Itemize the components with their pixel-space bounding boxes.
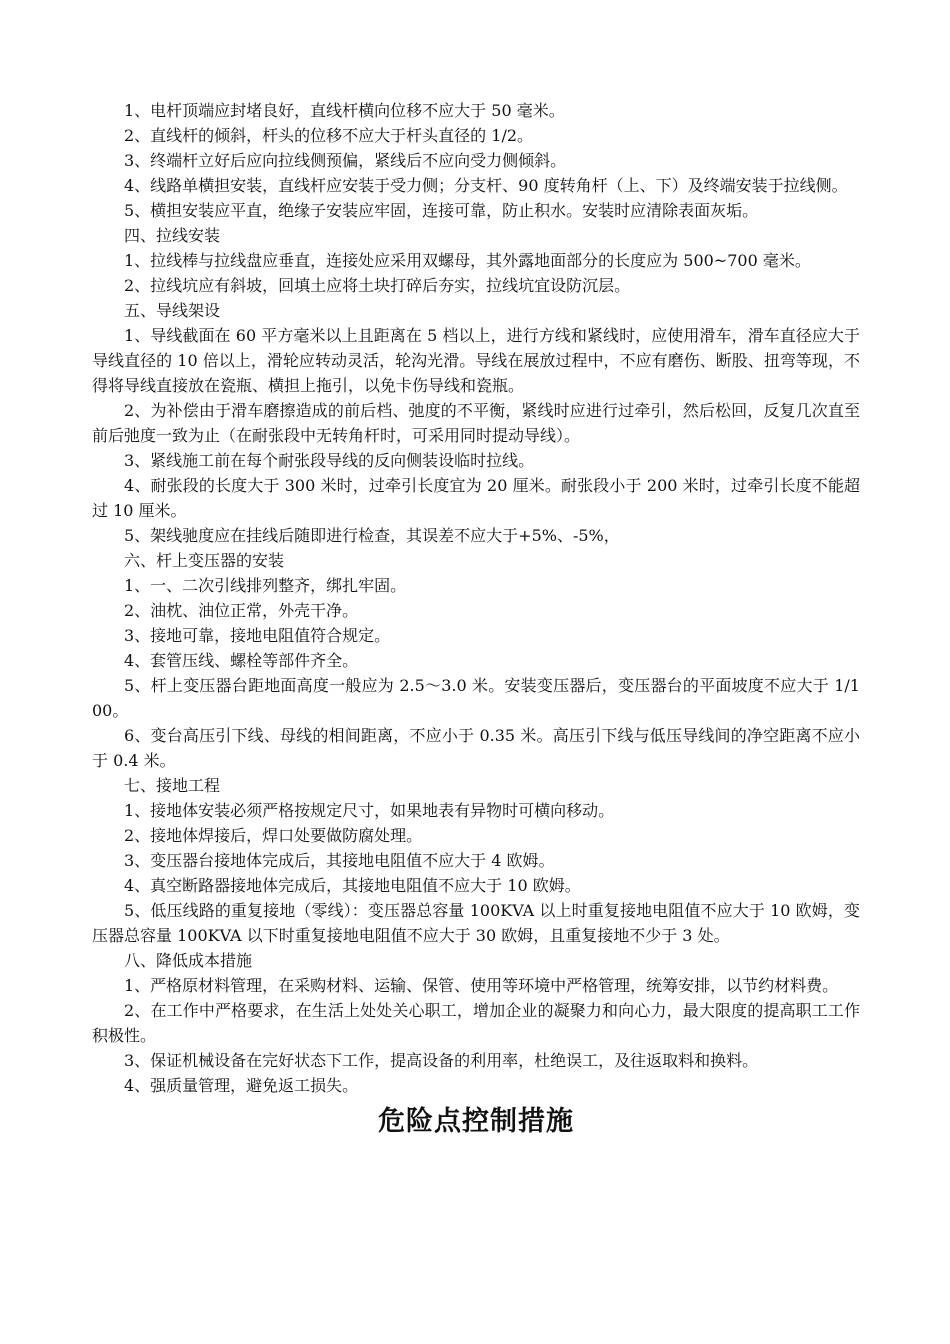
list-item: 2、拉线坑应有斜坡，回填土应将土块打碎后夯实，拉线坑宜设防沉层。 — [124, 276, 631, 295]
list-item: 6、变台高压引下线、母线的相间距离，不应小于 0.35 米。高压引下线与低压导线间的净空距离不应小于 0.4 米。 — [92, 726, 860, 770]
list-item: 5、低压线路的重复接地（零线）：变压器总容量 100KVA 以上时重复接地电阻值不应大于 10 欧姆，变压器总容量 100KVA 以下时重复接地电阻值不应大于 30 欧姆，且重复接地不少于 3 处。 — [92, 901, 860, 945]
list-item: 4、强质量管理，避免返工损失。 — [124, 1076, 359, 1095]
list-item: 1、严格原材料管理，在采购材料、运输、保管、使用等环境中严格管理，统筹安排，以节约材料费。 — [124, 976, 839, 995]
list-item: 3、终端杆立好后应向拉线侧预偏，紧线后不应向受力侧倾斜。 — [124, 151, 567, 170]
list-item: 1、拉线棒与拉线盘应垂直，连接处应采用双螺母，其外露地面部分的长度应为 500~700 毫米。 — [124, 251, 811, 270]
list-item: 3、接地可靠，接地电阻值符合规定。 — [124, 626, 391, 645]
list-item: 2、直线杆的倾斜，杆头的位移不应大于杆头直径的 1/2。 — [124, 126, 534, 145]
list-item: 2、接地体焊接后，焊口处要做防腐处理。 — [124, 826, 423, 845]
list-item: 1、一、二次引线排列整齐，绑扎牢固。 — [124, 576, 407, 595]
list-item: 1、电杆顶端应封堵良好，直线杆横向位移不应大于 50 毫米。 — [124, 101, 565, 120]
section-heading: 八、降低成本措施 — [124, 951, 253, 970]
section-heading: 七、接地工程 — [124, 776, 221, 795]
list-item: 3、保证机械设备在完好状态下工作，提高设备的利用率，杜绝误工，及往返取料和换料。 — [124, 1051, 759, 1070]
list-item: 3、紧线施工前在每个耐张段导线的反向侧装设临时拉线。 — [124, 451, 535, 470]
list-item: 4、套管压线、螺栓等部件齐全。 — [124, 651, 359, 670]
document-page — [92, 98, 860, 1140]
list-item: 4、耐张段的长度大于 300 米时，过牵引长度宜为 20 厘米。耐张段小于 200 米时，过牵引长度不能超过 10 厘米。 — [92, 476, 860, 520]
section-heading: 六、杆上变压器的安装 — [124, 551, 285, 570]
list-item: 4、真空断路器接地体完成后，其接地电阻值不应大于 10 欧姆。 — [124, 876, 581, 895]
document-body — [92, 98, 860, 1098]
list-item: 2、油枕、油位正常，外壳干净。 — [124, 601, 359, 620]
list-item: 4、线路单横担安装，直线杆应安装于受力侧；分支杆、90 度转角杆（上、下）及终端安装于拉线侧。 — [124, 176, 848, 195]
list-item: 5、杆上变压器台距地面高度一般应为 2.5～3.0 米。安装变压器后，变压器台的平面坡度不应大于 1/100。 — [92, 676, 860, 720]
next-section-title: 危险点控制措施 — [378, 1106, 574, 1137]
section-heading: 五、导线架设 — [124, 301, 221, 320]
section-heading: 四、拉线安装 — [124, 226, 221, 245]
list-item: 5、架线驰度应在挂线后随即进行检查，其误差不应大于+5%、-5%， — [124, 526, 620, 545]
list-item: 1、接地体安装必须严格按规定尺寸，如果地表有异物时可横向移动。 — [124, 801, 615, 820]
list-item: 2、在工作中严格要求，在生活上处处关心职工，增加企业的凝聚力和向心力，最大限度的提高职工工作积极性。 — [92, 1001, 860, 1045]
list-item: 2、为补偿由于滑车磨擦造成的前后档、弛度的不平衡，紧线时应进行过牵引，然后松回，反复几次直至前后弛度一致为止（在耐张段中无转角杆时，可采用同时提动导线）。 — [92, 401, 860, 445]
list-item: 5、横担安装应平直，绝缘子安装应牢固，连接可靠，防止积水。安装时应清除表面灰垢。 — [124, 201, 759, 220]
list-item: 1、导线截面在 60 平方毫米以上且距离在 5 档以上，进行方线和紧线时，应使用滑车，滑车直径应大于导线直径的 10 倍以上，滑轮应转动灵活，轮沟光滑。导线在展放过程中，不应有磨伤、断股、扭弯等现，不得将导线直接放在瓷瓶、横担上拖引，以免卡伤导线和瓷瓶。 — [92, 326, 860, 395]
list-item: 3、变压器台接地体完成后，其接地电阻值不应大于 4 欧姆。 — [124, 851, 555, 870]
